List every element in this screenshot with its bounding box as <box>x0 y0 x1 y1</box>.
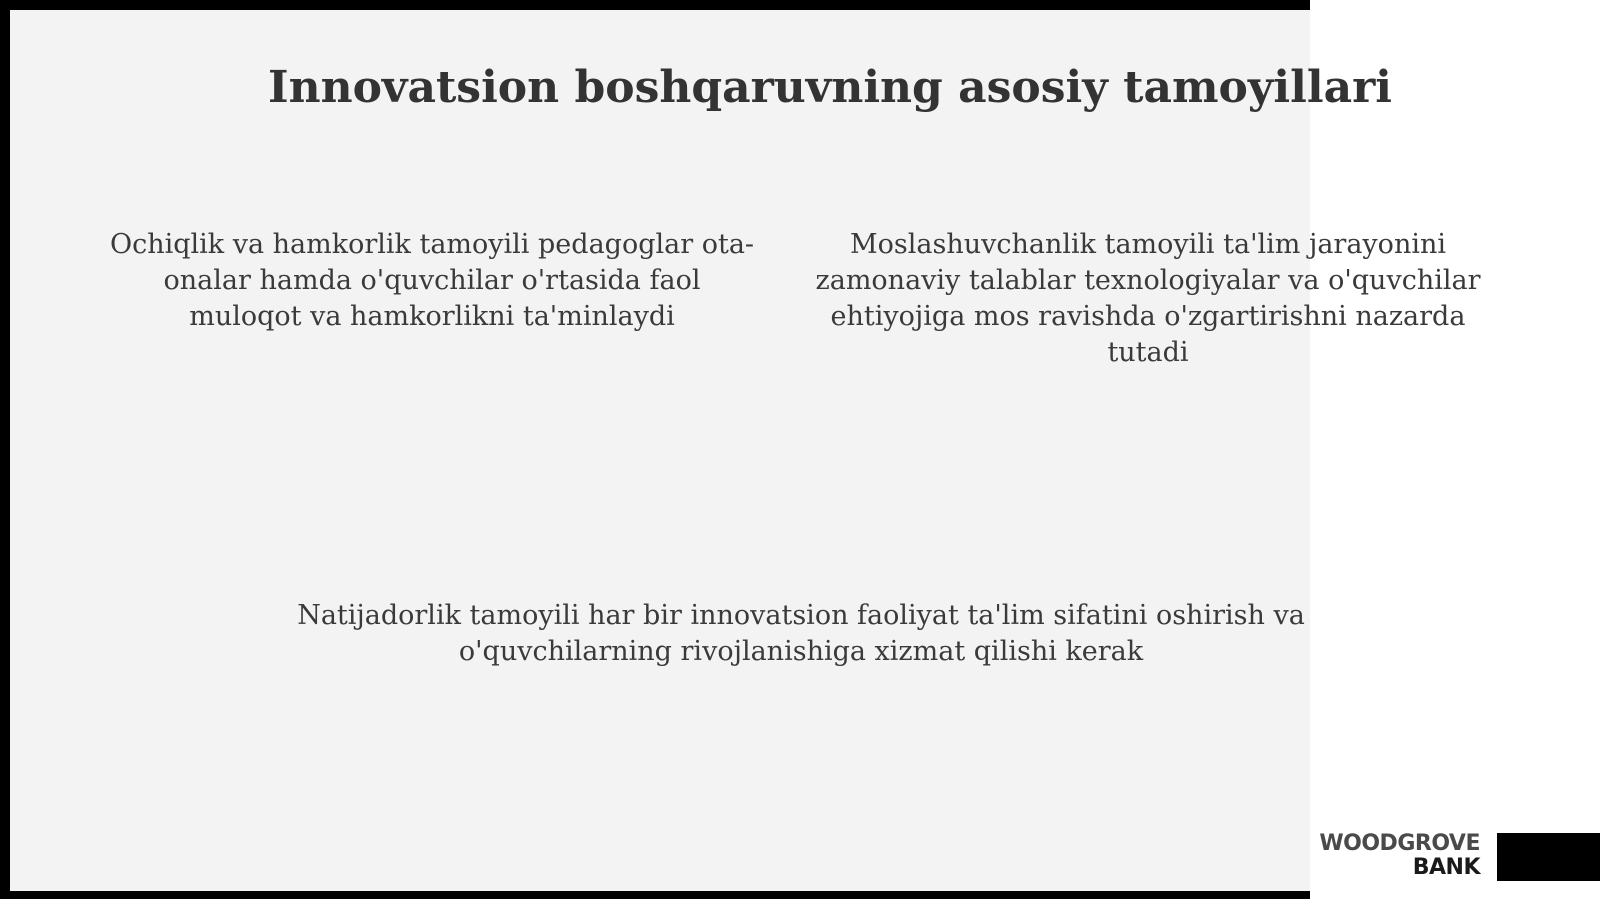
logo-line-bank: BANK <box>1412 855 1480 880</box>
frame-border-top <box>0 0 1310 10</box>
slide-background <box>10 10 1310 891</box>
logo-line-woodgrove: WOODGROVE <box>1319 831 1480 856</box>
corner-black-block <box>1497 833 1600 881</box>
frame-border-bottom <box>0 891 1310 899</box>
principle-openness-text: Ochiqlik va hamkorlik tamoyili pedagoglar ota-onalar hamda o'quvchilar o'rtasida faol muloqot va hamkorlikni ta'minlaydi <box>109 229 755 332</box>
principle-effectiveness-text: Natijadorlik tamoyili har bir innovatsion faoliyat ta'lim sifatini oshirish va o'quvchilarning rivojlanishiga xizmat qilishi kerak <box>297 600 1305 667</box>
principle-flexibility-text: Moslashuvchanlik tamoyili ta'lim jarayonini zamonaviy talablar texnologiyalar va o'quvchilar ehtiyojiga mos ravishda o'zgartirishni nazarda tutadi <box>815 229 1481 368</box>
frame-border-left <box>0 0 10 899</box>
slide-title: Innovatsion boshqaruvning asosiy tamoyillari <box>268 62 1392 113</box>
woodgrove-bank-logo <box>1319 832 1480 880</box>
